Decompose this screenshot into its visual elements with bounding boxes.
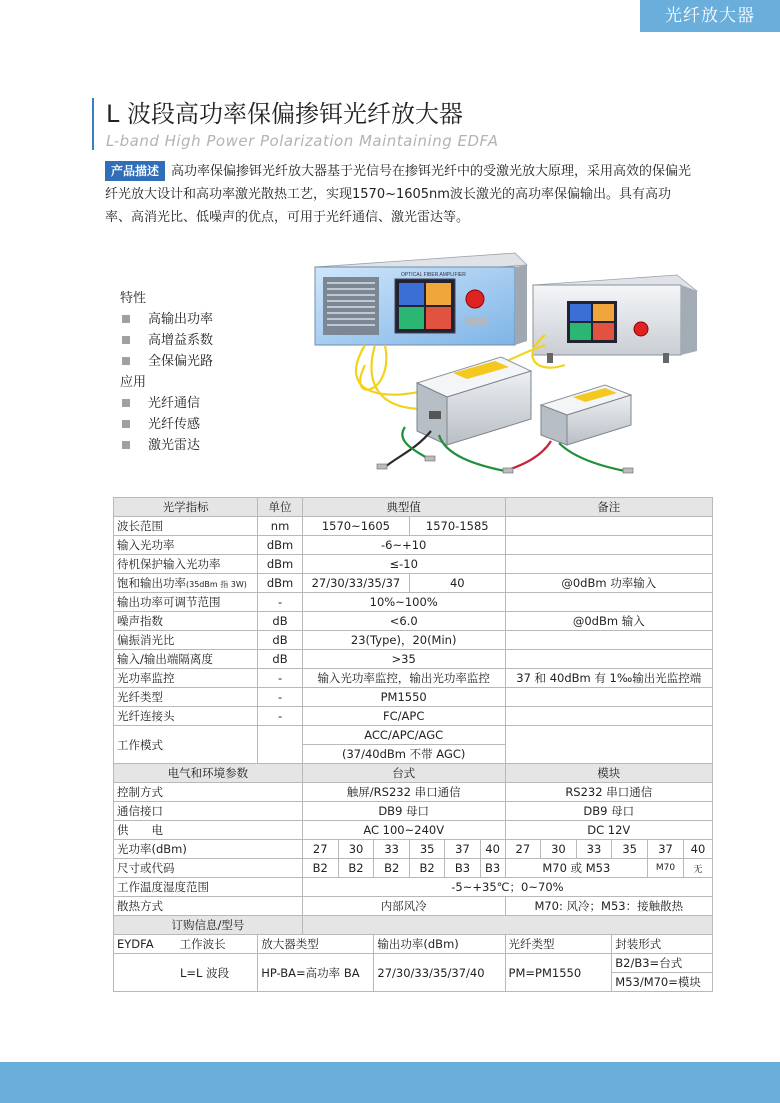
table-cell: B2/B3=台式 <box>612 954 713 973</box>
feature-item <box>120 351 213 372</box>
table-cell: AC 100~240V <box>302 821 505 840</box>
product-description <box>105 160 695 229</box>
table-cell: 噪声指数 <box>114 612 258 631</box>
table-cell: 33 <box>576 840 612 859</box>
table-header: 电气和环境参数 <box>114 764 303 783</box>
table-cell <box>505 707 712 726</box>
table-cell: B2 <box>374 859 410 878</box>
table-header: 台式 <box>302 764 505 783</box>
table-cell: B2 <box>338 859 374 878</box>
table-cell: B2 <box>409 859 444 878</box>
table-cell <box>114 574 258 593</box>
table-cell <box>505 593 712 612</box>
table-cell: 工作模式 <box>114 726 258 764</box>
table-row <box>114 612 713 631</box>
table-row <box>114 650 713 669</box>
table-cell: - <box>258 688 303 707</box>
table-cell: 偏振消光比 <box>114 631 258 650</box>
table-row <box>114 669 713 688</box>
table-cell <box>505 517 712 536</box>
table-cell: 控制方式 <box>114 783 303 802</box>
table-cell: 尺寸或代码 <box>114 859 303 878</box>
table-cell: 33 <box>374 840 410 859</box>
table-cell: 37 和 40dBm 有 1‰输出光监控端 <box>505 669 712 688</box>
order-prefix: EYDFA <box>117 937 154 951</box>
feature-list <box>120 288 213 456</box>
table-cell: dB <box>258 612 303 631</box>
table-cell: -5~+35℃；0~70% <box>302 878 712 897</box>
table-cell: 40 <box>683 840 712 859</box>
table-cell: 无 <box>683 859 712 878</box>
table-cell: B2 <box>302 859 338 878</box>
feature-label: 高输出功率 <box>148 312 214 327</box>
table-row <box>114 802 713 821</box>
table-row <box>114 840 713 859</box>
applications-heading: 应用 <box>120 375 147 390</box>
square-bullet-icon <box>122 399 130 407</box>
table-header: 典型值 <box>302 498 505 517</box>
table-cell: HP-BA=高功率 BA <box>258 954 374 992</box>
table-cell: 35 <box>409 840 444 859</box>
table-cell: - <box>258 669 303 688</box>
table-cell: M70: 风冷；M53：接触散热 <box>505 897 712 916</box>
table-cell <box>505 726 712 764</box>
table-cell: >35 <box>302 650 505 669</box>
square-bullet-icon <box>122 441 130 449</box>
module-m70 <box>417 357 531 445</box>
table-row <box>114 574 713 593</box>
table-cell: ≤-10 <box>302 555 505 574</box>
table-cell: dB <box>258 650 303 669</box>
feature-item <box>120 330 213 351</box>
table-header <box>302 916 712 935</box>
order-row <box>114 935 713 954</box>
table-cell: 37 <box>648 840 684 859</box>
table-cell: 1570-1585 <box>409 517 505 536</box>
table-cell: 输入光功率监控，输出光功率监控 <box>302 669 505 688</box>
table-cell: PM1550 <box>302 688 505 707</box>
table-row <box>114 593 713 612</box>
feature-item <box>120 309 213 330</box>
feature-label: 全保偏光路 <box>148 354 214 369</box>
table-cell <box>258 726 303 764</box>
table-header: 备注 <box>505 498 712 517</box>
table-cell: 触屏/RS232 串口通信 <box>302 783 505 802</box>
table-cell: DB9 母口 <box>302 802 505 821</box>
table-cell: 27/30/33/35/37/40 <box>374 954 505 992</box>
table-cell: PM=PM1550 <box>505 954 612 992</box>
table-cell: - <box>258 593 303 612</box>
table-row <box>114 631 713 650</box>
table-cell: 37 <box>445 840 480 859</box>
table-cell: 输出功率(dBm) <box>374 935 505 954</box>
table-cell: 1570~1605 <box>302 517 409 536</box>
feature-label: 高增益系数 <box>148 333 214 348</box>
table-cell: dBm <box>258 574 303 593</box>
rack-amplifier-unit <box>315 253 527 345</box>
table-cell: 波长范围 <box>114 517 258 536</box>
table-row <box>114 821 713 840</box>
table-header-row <box>114 498 713 517</box>
application-item <box>120 414 213 435</box>
table-cell: 输入光功率 <box>114 536 258 555</box>
table-row <box>114 897 713 916</box>
table-header: 订购信息/型号 <box>114 916 303 935</box>
table-cell <box>505 631 712 650</box>
table-cell: dBm <box>258 536 303 555</box>
table-row <box>114 536 713 555</box>
table-cell: 40 <box>409 574 505 593</box>
table-cell: B3 <box>445 859 480 878</box>
table-cell: 35 <box>612 840 648 859</box>
table-cell: M53/M70=模块 <box>612 973 713 992</box>
table-cell: 光纤连接头 <box>114 707 258 726</box>
table-cell: (37/40dBm 不带 AGC) <box>302 745 505 764</box>
table-cell: B3 <box>480 859 505 878</box>
row-label-note: (35dBm 指 3W) <box>186 580 247 589</box>
table-cell: 通信接口 <box>114 802 303 821</box>
table-cell: DB9 母口 <box>505 802 712 821</box>
module-m53 <box>541 385 631 445</box>
order-field-label: 工作波长 <box>179 937 226 951</box>
table-cell: @0dBm 输入 <box>505 612 712 631</box>
title-block <box>92 98 499 150</box>
application-label: 激光雷达 <box>148 438 201 453</box>
table-cell: M70 <box>648 859 684 878</box>
square-bullet-icon <box>122 357 130 365</box>
application-item <box>120 435 213 456</box>
table-cell: 40 <box>480 840 505 859</box>
table-cell: 光功率监控 <box>114 669 258 688</box>
application-label: 光纤通信 <box>148 396 201 411</box>
table-cell: <6.0 <box>302 612 505 631</box>
table-cell: 光纤类型 <box>505 935 612 954</box>
table-cell: 输入/输出端隔离度 <box>114 650 258 669</box>
table-cell: 内部风冷 <box>302 897 505 916</box>
table-cell: -6~+10 <box>302 536 505 555</box>
table-cell: dBm <box>258 555 303 574</box>
table-row <box>114 878 713 897</box>
table-cell: ACC/APC/AGC <box>302 726 505 745</box>
table-cell: 封装形式 <box>612 935 713 954</box>
table-cell: 27/30/33/35/37 <box>302 574 409 593</box>
square-bullet-icon <box>122 315 130 323</box>
description-text: 高功率保偏掺铒光纤放大器基于光信号在掺铒光纤中的受激光放大原理，采用高效的保偏光纤光放大设计和高功率激光散热工艺，实现1570~1605nm波长激光的高功率保偏输出。具有高功率、高消光比、低噪声的优点，可用于光纤通信、激光雷达等。 <box>105 164 692 225</box>
table-cell: M70 或 M53 <box>505 859 648 878</box>
table-row <box>114 783 713 802</box>
table-cell <box>505 536 712 555</box>
order-row <box>114 954 713 973</box>
table-cell: FC/APC <box>302 707 505 726</box>
table-cell: - <box>258 707 303 726</box>
table-cell <box>505 650 712 669</box>
table-row <box>114 859 713 878</box>
table-header: 单位 <box>258 498 303 517</box>
table-cell: 23(Type)，20(Min) <box>302 631 505 650</box>
product-photo <box>305 245 705 490</box>
table-cell: 30 <box>338 840 374 859</box>
specification-table <box>113 497 713 992</box>
table-cell <box>114 935 258 954</box>
page-title: L 波段高功率保偏掺铒光纤放大器 <box>106 100 463 128</box>
benchtop-amplifier-unit <box>533 275 697 363</box>
table-cell: 散热方式 <box>114 897 303 916</box>
application-item <box>120 393 213 414</box>
table-header-row <box>114 764 713 783</box>
table-cell: 光功率(dBm) <box>114 840 303 859</box>
application-label: 光纤传感 <box>148 417 201 432</box>
features-heading: 特性 <box>120 291 147 306</box>
table-cell: nm <box>258 517 303 536</box>
category-tab: 光纤放大器 <box>640 0 780 32</box>
table-cell <box>505 555 712 574</box>
table-row <box>114 726 713 745</box>
table-cell: 待机保护输入光功率 <box>114 555 258 574</box>
table-row <box>114 517 713 536</box>
table-cell: 27 <box>505 840 541 859</box>
page-subtitle: L-band High Power Polarization Maintaining EDFA <box>106 132 499 150</box>
table-cell: 30 <box>541 840 577 859</box>
footer-band <box>0 1062 780 1103</box>
table-cell: 10%~100% <box>302 593 505 612</box>
square-bullet-icon <box>122 336 130 344</box>
square-bullet-icon <box>122 420 130 428</box>
table-row <box>114 555 713 574</box>
table-cell: 27 <box>302 840 338 859</box>
table-cell: @0dBm 功率输入 <box>505 574 712 593</box>
row-label: 饱和输出功率 <box>117 576 186 590</box>
table-cell: 光纤类型 <box>114 688 258 707</box>
table-cell: 输出功率可调节范围 <box>114 593 258 612</box>
order-field-value: L=L 波段 <box>180 965 230 980</box>
table-cell <box>505 688 712 707</box>
description-badge: 产品描述 <box>105 161 165 181</box>
table-cell: DC 12V <box>505 821 712 840</box>
table-cell: RS232 串口通信 <box>505 783 712 802</box>
table-cell: 放大器类型 <box>258 935 374 954</box>
fiber-connectors <box>377 456 633 473</box>
table-cell: 工作温度湿度范围 <box>114 878 303 897</box>
table-header: 模块 <box>505 764 712 783</box>
table-header-row <box>114 916 713 935</box>
rack-panel-label: OPTICAL FIBER AMPLIFIER <box>401 272 466 278</box>
table-row <box>114 707 713 726</box>
table-cell <box>114 954 258 992</box>
table-header: 光学指标 <box>114 498 258 517</box>
table-row <box>114 688 713 707</box>
table-cell: 供 电 <box>114 821 303 840</box>
table-cell: dB <box>258 631 303 650</box>
